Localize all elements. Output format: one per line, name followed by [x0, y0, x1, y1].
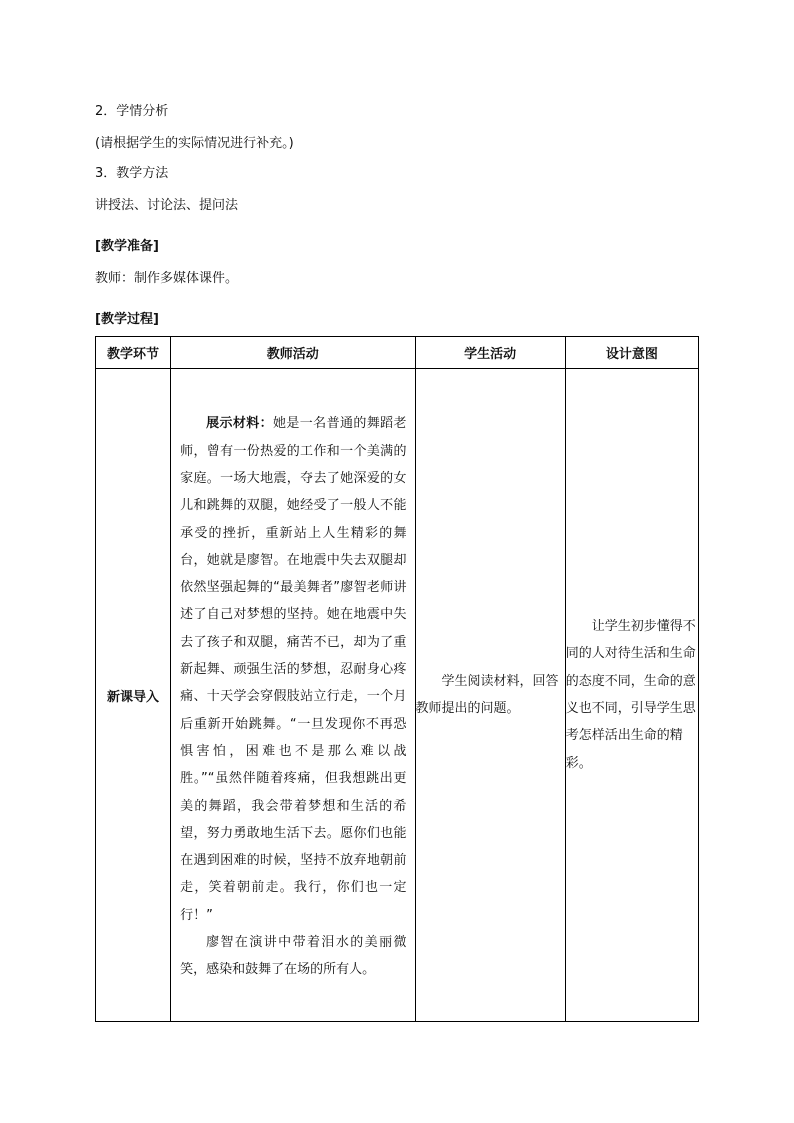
section-3-body: 讲授法、讨论法、提问法	[95, 198, 239, 213]
table-row	[96, 369, 699, 1022]
student-activity-cell	[415, 369, 565, 1022]
section-3-title: 3．教学方法	[95, 166, 169, 181]
table-header-row	[96, 337, 699, 369]
material-text: 她是一名普通的舞蹈老师，曾有一份热爱的工作和一个美满的家庭。一场大地震，夺去了她深爱的女儿和跳舞的双腿，她经受了一般人不能承受的挫折，重新站上人生精彩的舞台，她就是廖智。在地震中失去双腿却依然坚强起舞的“最美舞者”廖智老师讲述了自己对梦想的坚持。她在地震中失去了孩子和双腿，痛苦不已，却为了重新起舞、顽强生活的梦想，忍耐身心疼痛、十天学会穿假肢站立行走，一个月后重新开始跳舞。“一旦发现你不再恐惧害怕，困难也不是那么难以战胜。”“虽然伴随着疼痛，但我想跳出更美的舞蹈，我会带着梦想和生活的希望，努力勇敢地生活下去。愿你们也能在遇到困难的时候，坚持不放弃地朝前走，笑着朝前走。我行，你们也一定行！”	[180, 416, 407, 923]
teacher-paragraph-2: 廖智在演讲中带着泪水的美丽微笑，感染和鼓舞了在场的所有人。	[180, 935, 407, 978]
stage-cell: 新课导入	[96, 369, 171, 1022]
prep-body: 教师：制作多媒体课件。	[95, 271, 239, 286]
header-design-intent: 设计意图	[565, 337, 698, 369]
section-2-title: 2．学情分析	[95, 104, 169, 119]
teacher-paragraph-1	[180, 410, 406, 929]
lesson-process-table	[95, 336, 699, 1022]
header-teacher-activity: 教师活动	[171, 337, 415, 369]
design-intent-text: 让学生初步懂得不同的人对待生活和生命的态度不同，生命的意义也不同，引导学生思考怎样活出生命的精彩。	[565, 619, 696, 771]
student-activity-text: 学生阅读材料，回答教师提出的问题。	[415, 674, 559, 716]
prep-heading: [教学准备]	[95, 239, 159, 254]
design-intent-cell	[565, 369, 698, 1022]
process-heading: [教学过程]	[95, 312, 159, 327]
teacher-activity-cell	[171, 369, 415, 1022]
header-stage: 教学环节	[96, 337, 171, 369]
header-student-activity: 学生活动	[415, 337, 565, 369]
section-2-body: (请根据学生的实际情况进行补充。)	[95, 136, 294, 151]
material-label: 展示材料：	[206, 416, 274, 432]
